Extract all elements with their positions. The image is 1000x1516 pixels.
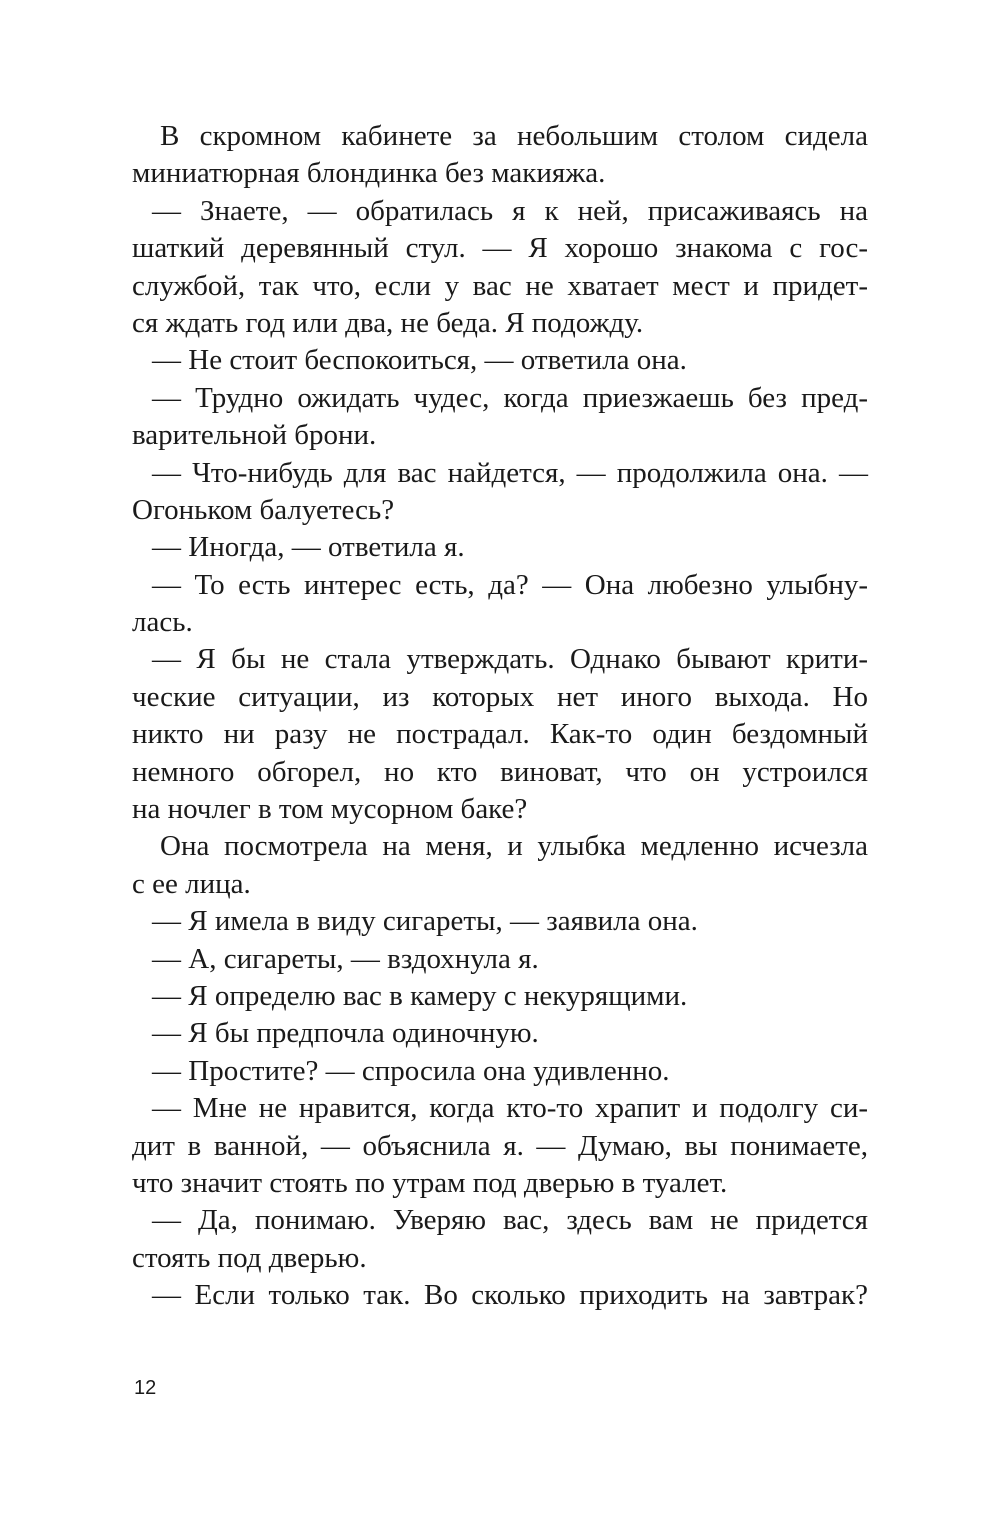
text-line: на ночлег в том мусорном баке?: [132, 793, 528, 826]
text-line: — Я имела в виду сигареты, — заявила она.: [152, 905, 698, 938]
text-line: — Я бы предпочла одиночную.: [152, 1017, 539, 1050]
text-line: ческие ситуации, из которых нет иного выхода. Но: [132, 680, 868, 713]
text-line: — Я бы не стала утверждать. Однако бывают крити-: [152, 643, 868, 676]
text-line: Огоньком балуетесь?: [132, 493, 395, 526]
text-line: — Не стоит беспокоиться, — ответила она.: [152, 344, 687, 377]
text-line: варительной брони.: [132, 419, 377, 452]
page-body-text: [132, 118, 868, 1315]
text-line: что значит стоять по утрам под дверью в туалет.: [132, 1166, 728, 1199]
text-line: — Трудно ожидать чудес, когда приезжаешь без пред-: [152, 381, 868, 414]
text-line: лась.: [132, 606, 193, 639]
text-line: — Если только так. Во сколько приходить на завтрак?: [152, 1279, 868, 1312]
text-line: — А, сигареты, — вздохнула я.: [152, 942, 539, 975]
text-line: миниатюрная блондинка без макияжа.: [132, 157, 606, 190]
text-line: дит в ванной, — объяснила я. — Думаю, вы понимаете,: [132, 1129, 868, 1162]
text-line: службой, так что, если у вас не хватает мест и придет-: [132, 269, 868, 302]
text-line: ся ждать год или два, не беда. Я подожду.: [132, 306, 644, 339]
page-number: 12: [134, 1377, 157, 1399]
text-line: стоять под дверью.: [132, 1241, 367, 1274]
text-line: Она посмотрела на меня, и улыбка медленно исчезла: [160, 830, 868, 863]
text-line: — Да, понимаю. Уверяю вас, здесь вам не придется: [152, 1204, 868, 1237]
text-line: — Простите? — спросила она удивленно.: [152, 1054, 670, 1087]
text-line: — Мне не нравится, когда кто-то храпит и подолгу си-: [152, 1092, 868, 1125]
text-line: с ее лица.: [132, 867, 251, 900]
text-line: шаткий деревянный стул. — Я хорошо знакома с гос-: [132, 232, 868, 265]
text-line: немного обгорел, но кто виноват, что он устроился: [132, 755, 868, 788]
text-line: никто ни разу не пострадал. Как-то один бездомный: [132, 718, 868, 751]
text-line: В скромном кабинете за небольшим столом сидела: [160, 120, 868, 152]
text-line: — Я определю вас в камеру с некурящими.: [152, 979, 688, 1012]
text-line: — Иногда, — ответила я.: [152, 531, 465, 564]
text-line: — Знаете, — обратилась я к ней, присаживаясь на: [152, 194, 868, 227]
text-line: — То есть интерес есть, да? — Она любезно улыбну-: [152, 568, 868, 601]
text-line: — Что-нибудь для вас найдется, — продолжила она. —: [152, 456, 868, 489]
